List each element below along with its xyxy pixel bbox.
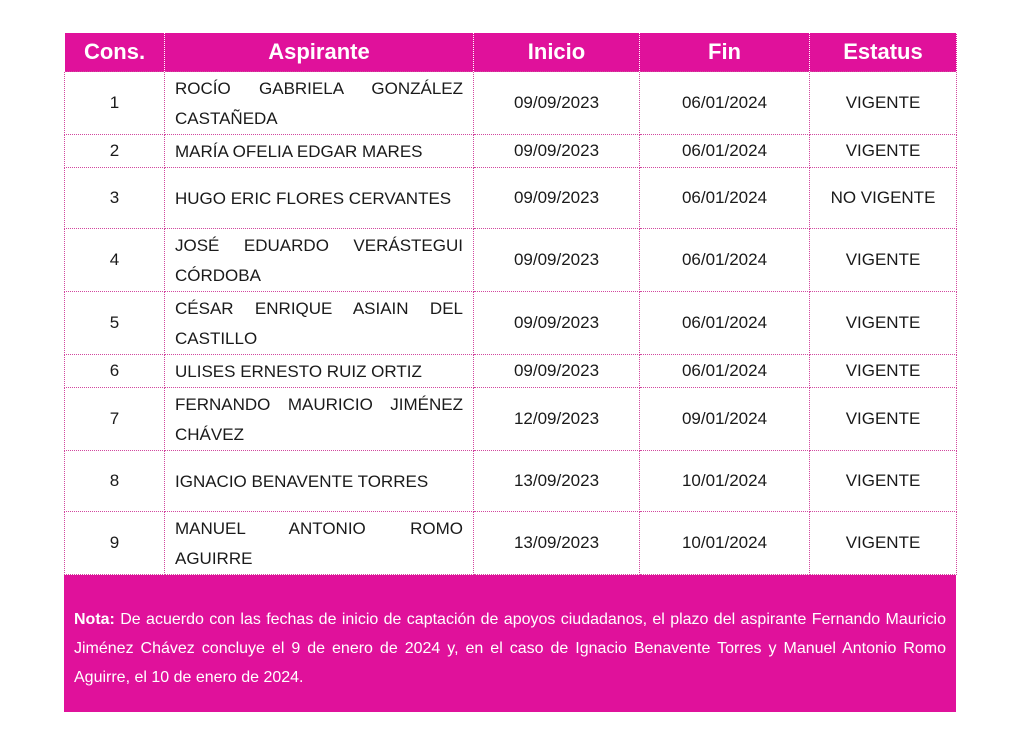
table-row xyxy=(65,229,957,292)
table-row xyxy=(65,168,957,229)
header-fin: Fin xyxy=(640,33,810,72)
cell-fin: 09/01/2024 xyxy=(640,388,810,451)
table-row xyxy=(65,292,957,355)
table-row xyxy=(65,355,957,388)
cell-inicio: 13/09/2023 xyxy=(474,512,640,575)
table-row xyxy=(65,388,957,451)
cell-cons: 2 xyxy=(65,135,165,168)
table-row xyxy=(65,451,957,512)
cell-fin: 06/01/2024 xyxy=(640,72,810,135)
cell-fin: 06/01/2024 xyxy=(640,168,810,229)
cell-inicio: 12/09/2023 xyxy=(474,388,640,451)
table-row xyxy=(65,72,957,135)
cell-aspirante: IGNACIO BENAVENTE TORRES xyxy=(165,451,474,512)
cell-inicio: 09/09/2023 xyxy=(474,72,640,135)
cell-estatus: VIGENTE xyxy=(810,512,957,575)
cell-estatus: VIGENTE xyxy=(810,355,957,388)
cell-inicio: 13/09/2023 xyxy=(474,451,640,512)
table-row xyxy=(65,135,957,168)
cell-estatus: VIGENTE xyxy=(810,229,957,292)
cell-cons: 7 xyxy=(65,388,165,451)
cell-cons: 6 xyxy=(65,355,165,388)
cell-aspirante: FERNANDO MAURICIO JIMÉNEZ CHÁVEZ xyxy=(165,388,474,451)
cell-fin: 06/01/2024 xyxy=(640,135,810,168)
cell-cons: 5 xyxy=(65,292,165,355)
cell-inicio: 09/09/2023 xyxy=(474,292,640,355)
cell-aspirante: CÉSAR ENRIQUE ASIAIN DEL CASTILLO xyxy=(165,292,474,355)
cell-inicio: 09/09/2023 xyxy=(474,229,640,292)
header-cons: Cons. xyxy=(65,33,165,72)
header-estatus: Estatus xyxy=(810,33,957,72)
cell-fin: 10/01/2024 xyxy=(640,512,810,575)
cell-cons: 1 xyxy=(65,72,165,135)
cell-cons: 3 xyxy=(65,168,165,229)
cell-inicio: 09/09/2023 xyxy=(474,135,640,168)
cell-inicio: 09/09/2023 xyxy=(474,168,640,229)
header-aspirante: Aspirante xyxy=(165,33,474,72)
cell-cons: 9 xyxy=(65,512,165,575)
aspirantes-table xyxy=(64,33,957,575)
header-inicio: Inicio xyxy=(474,33,640,72)
cell-estatus: VIGENTE xyxy=(810,135,957,168)
cell-estatus: VIGENTE xyxy=(810,388,957,451)
cell-cons: 8 xyxy=(65,451,165,512)
note-text: De acuerdo con las fechas de inicio de captación de apoyos ciudadanos, el plazo del aspirante Fernando Mauricio Jiménez Chávez concluye el 9 de enero de 2024 y, en el caso de Ignacio Benavente Torres y Manuel Antonio Romo Aguirre, el 10 de enero de 2024. xyxy=(74,611,946,686)
aspirantes-document xyxy=(64,33,956,712)
cell-aspirante: MARÍA OFELIA EDGAR MARES xyxy=(165,135,474,168)
cell-aspirante: MANUEL ANTONIO ROMO AGUIRRE xyxy=(165,512,474,575)
cell-fin: 06/01/2024 xyxy=(640,229,810,292)
cell-inicio: 09/09/2023 xyxy=(474,355,640,388)
note-box xyxy=(64,575,956,712)
cell-fin: 06/01/2024 xyxy=(640,355,810,388)
table-header xyxy=(65,33,957,72)
cell-aspirante: ROCÍO GABRIELA GONZÁLEZ CASTAÑEDA xyxy=(165,72,474,135)
cell-aspirante: HUGO ERIC FLORES CERVANTES xyxy=(165,168,474,229)
cell-estatus: VIGENTE xyxy=(810,292,957,355)
table-row xyxy=(65,512,957,575)
cell-estatus: NO VIGENTE xyxy=(810,168,957,229)
cell-fin: 10/01/2024 xyxy=(640,451,810,512)
cell-cons: 4 xyxy=(65,229,165,292)
table-body xyxy=(65,72,957,575)
cell-estatus: VIGENTE xyxy=(810,451,957,512)
cell-fin: 06/01/2024 xyxy=(640,292,810,355)
note-label: Nota: xyxy=(74,611,115,628)
cell-aspirante: ULISES ERNESTO RUIZ ORTIZ xyxy=(165,355,474,388)
cell-estatus: VIGENTE xyxy=(810,72,957,135)
cell-aspirante: JOSÉ EDUARDO VERÁSTEGUI CÓRDOBA xyxy=(165,229,474,292)
